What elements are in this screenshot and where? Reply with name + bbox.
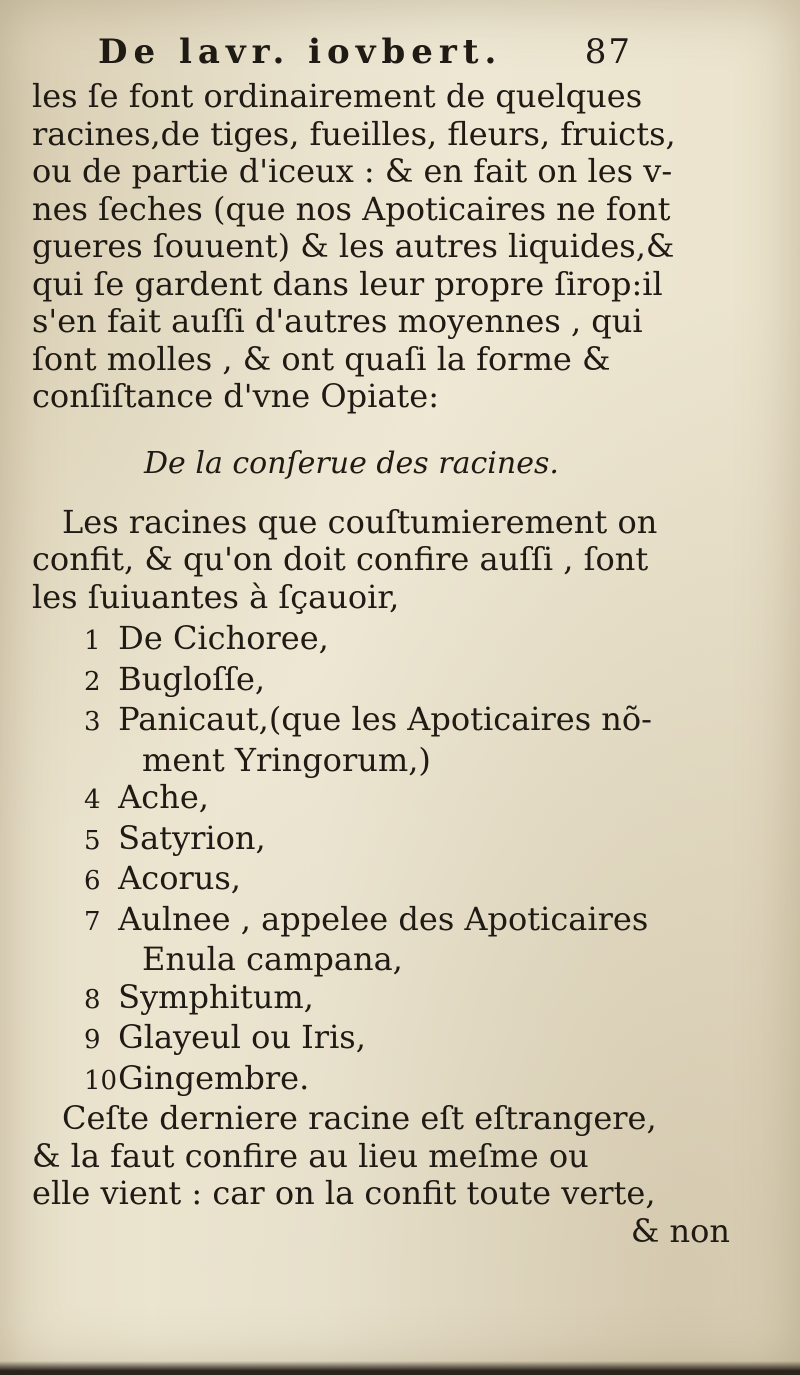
page-number: 87	[584, 32, 632, 72]
item-number: 10	[84, 1065, 118, 1096]
item-continuation: ment Yringorum,)	[142, 740, 431, 779]
text-line: s'en fait auſſi d'autres moyennes , qui	[32, 302, 643, 340]
item-number: 8	[84, 984, 101, 1015]
section-heading: De la conſerue des racines.	[144, 445, 559, 481]
list-item	[84, 661, 760, 702]
text-line: Les racines que couſtumierement on	[62, 502, 658, 541]
item-number: 9	[84, 1025, 101, 1055]
item-number: 2	[84, 666, 101, 697]
catchword: & non	[630, 1211, 730, 1250]
item-text: Ache,	[118, 778, 209, 816]
item-text: Panicaut,(que les Apoticaires nõ-	[118, 700, 652, 738]
list-item	[84, 901, 760, 942]
intro-paragraph	[32, 78, 760, 416]
item-number: 5	[84, 825, 101, 856]
item-text: De Cichoree,	[118, 619, 329, 657]
text-line: ſont molles , & ont quaſi la forme &	[32, 339, 611, 378]
text-line: elle vient : car on la confit toute verte,	[32, 1174, 656, 1212]
item-number: 3	[84, 707, 101, 737]
text-line: & la faut confire au lieu meſme ou	[32, 1136, 589, 1175]
roots-list	[32, 620, 760, 1100]
running-title: De lavr. iovbert.	[98, 32, 503, 72]
text-line: gueres ſouuent) & les autres liquides,&	[32, 227, 675, 265]
text-line: les ſe font ordinairement de quelques	[32, 77, 643, 115]
list-item	[84, 620, 760, 661]
list-item	[84, 1019, 760, 1060]
list-item	[84, 701, 760, 742]
list-item	[84, 820, 760, 861]
running-header	[98, 32, 632, 72]
roots-paragraph	[32, 504, 760, 617]
list-item	[84, 1060, 760, 1101]
text-line: confit, & qu'on doit confire auſſi , ſont	[32, 540, 649, 578]
item-number: 1	[84, 626, 101, 656]
list-item	[84, 779, 760, 820]
item-number: 6	[84, 866, 101, 896]
text-line: qui ſe gardent dans leur propre ſirop:il	[32, 264, 663, 303]
text-line: conſiſtance d'vne Opiate:	[32, 377, 439, 415]
item-text: Gingembre.	[118, 1058, 310, 1097]
text-line: racines,de tiges, fueilles, fleurs, fruicts,	[32, 114, 676, 153]
item-text: Glayeul ou Iris,	[118, 1018, 366, 1056]
page-edge-shadow	[0, 1361, 800, 1375]
item-text: Satyrion,	[118, 818, 266, 857]
item-number: 4	[84, 785, 101, 815]
item-text: Acorus,	[118, 859, 241, 897]
item-text: Bugloſſe,	[118, 659, 266, 698]
text-line: ou de partie d'iceux : & en fait on les v-	[32, 152, 673, 190]
text-line: les ſuiuantes à ſçauoir,	[32, 577, 400, 616]
closing-paragraph	[32, 1100, 760, 1213]
item-text: Symphitum,	[118, 977, 314, 1016]
item-text: Aulnee , appelee des Apoticaires	[118, 899, 649, 938]
page-body	[32, 78, 760, 1250]
text-line: Ceſte derniere racine eſt eſtrangere,	[62, 1099, 657, 1137]
list-item	[84, 979, 760, 1020]
item-number: 7	[84, 906, 101, 937]
item-continuation: Enula campana,	[142, 940, 403, 978]
list-item	[84, 860, 760, 901]
text-line: nes ſeches (que nos Apoticaires ne font	[32, 189, 671, 228]
